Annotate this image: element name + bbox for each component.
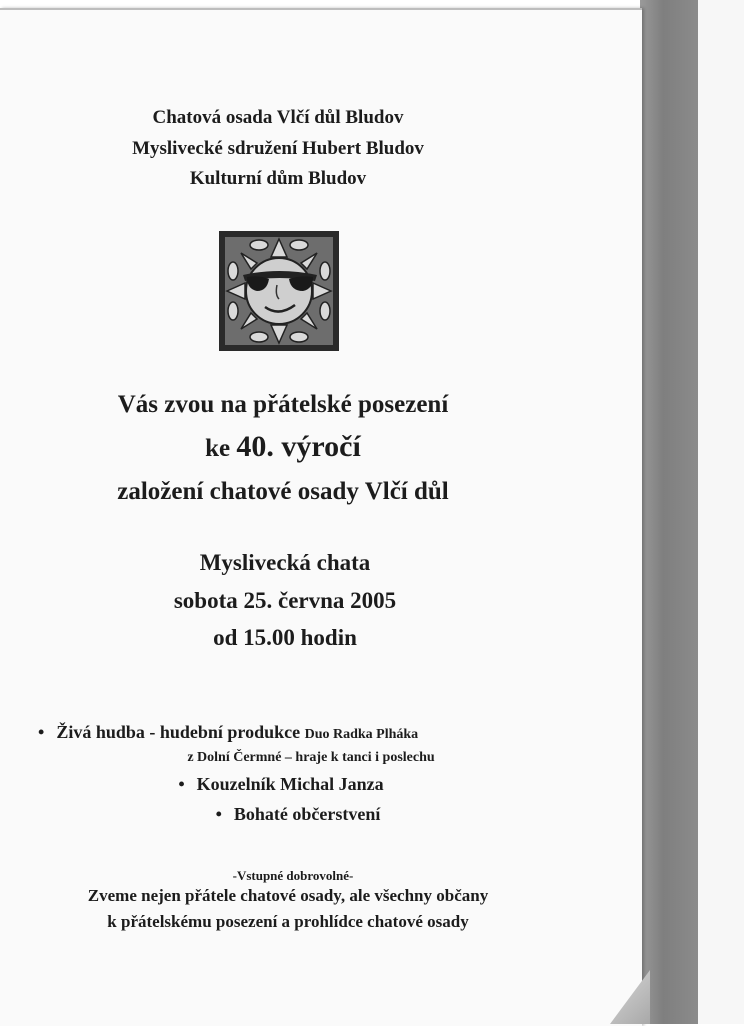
anniversary-prefix: ke xyxy=(205,435,237,462)
program-item-2 xyxy=(178,774,383,795)
organizer-line-1: Chatová osada Vlčí důl Bludov xyxy=(152,107,404,128)
footer-line-1: Zveme nejen přátele chatové osady, ale všechny občany xyxy=(87,886,489,905)
bullet: • xyxy=(38,722,45,742)
program-item-1-continuation: z Dolní Čermné – hraje k tanci i poslechu xyxy=(187,750,435,765)
program-item-2-text: Kouzelník Michal Janza xyxy=(196,774,384,794)
scanner-margin xyxy=(698,0,744,1024)
program-item-1-band: Duo Radka Plháka xyxy=(304,727,419,742)
organizer-line-3: Kulturní dům Bludov xyxy=(189,168,367,189)
invitation-line-3: založení chatové osady Vlčí důl xyxy=(117,478,449,505)
organizer-line-2: Myslivecké sdružení Hubert Bludov xyxy=(132,138,424,159)
anniversary-line xyxy=(205,430,361,464)
program-item-3 xyxy=(216,804,381,825)
scanner-background xyxy=(640,0,698,1024)
anniversary-number: 40. výročí xyxy=(236,430,361,463)
bullet: • xyxy=(215,804,222,824)
invitation-line-1: Vás zvou na přátelské posezení xyxy=(117,391,449,418)
sun-with-sunglasses-icon xyxy=(219,231,339,351)
footer-line-2: k přátelskému posezení a prohlídce chatové osady xyxy=(107,912,469,931)
event-place: Myslivecká chata xyxy=(199,550,371,575)
event-time: od 15.00 hodin xyxy=(213,625,357,650)
bullet: • xyxy=(178,774,185,794)
program-item-3-text: Bohaté občerstvení xyxy=(233,804,381,824)
entry-fee-note: -Vstupné dobrovolné- xyxy=(232,868,354,883)
invitation-sheet xyxy=(0,8,642,1026)
event-date: sobota 25. června 2005 xyxy=(173,588,397,613)
program-item-1-main: Živá hudba - hudební produkce xyxy=(56,722,301,742)
program-item-1 xyxy=(38,722,418,743)
